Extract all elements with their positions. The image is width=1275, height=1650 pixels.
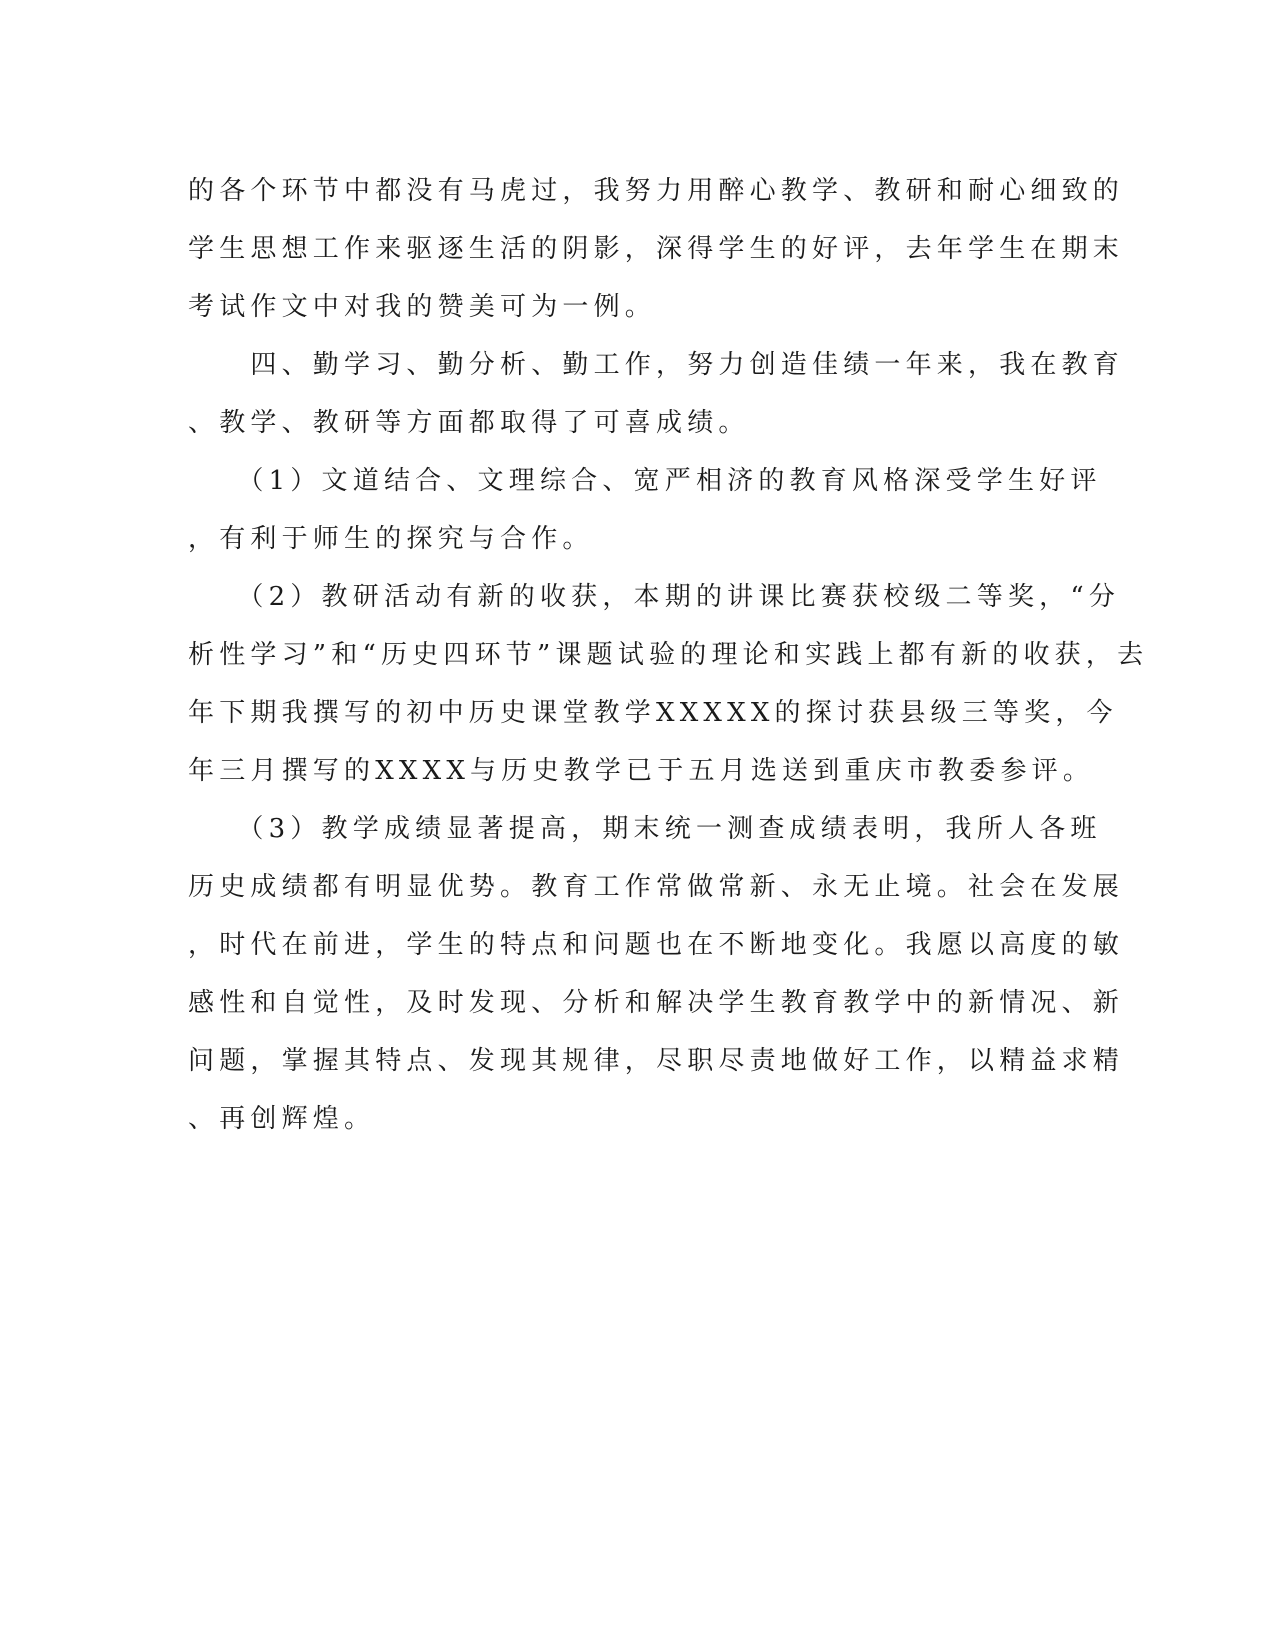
text-line: 、教学、教研等方面都取得了可喜成绩。 bbox=[188, 408, 750, 438]
text-line: 四、勤学习、勤分析、勤工作，努力创造佳绩一年来，我在教育 bbox=[188, 350, 1125, 380]
text-line: 考试作文中对我的赞美可为一例。 bbox=[188, 292, 657, 322]
text-line: 析性学习”和“历史四环节”课题试验的理论和实践上都有新的收获，去 bbox=[188, 640, 1149, 670]
text-line: 、再创辉煌。 bbox=[188, 1104, 376, 1134]
text-line: ，时代在前进，学生的特点和问题也在不断地变化。我愿以高度的敏 bbox=[188, 930, 1125, 960]
body-text bbox=[188, 162, 1149, 1148]
text-line: ，有利于师生的探究与合作。 bbox=[188, 524, 594, 554]
text-line: （2）教研活动有新的收获，本期的讲课比赛获校级二等奖，“分 bbox=[188, 582, 1121, 612]
text-line: 历史成绩都有明显优势。教育工作常做常新、永无止境。社会在发展 bbox=[188, 872, 1125, 902]
text-line: 年三月撰写的XXXX与历史教学已于五月选送到重庆市教委参评。 bbox=[188, 756, 1095, 786]
text-line: 学生思想工作来驱逐生活的阴影，深得学生的好评，去年学生在期末 bbox=[188, 234, 1125, 264]
text-line: （3）教学成绩显著提高，期末统一测查成绩表明，我所人各班 bbox=[188, 814, 1102, 844]
text-line: 的各个环节中都没有马虎过，我努力用醉心教学、教研和耐心细致的 bbox=[188, 176, 1125, 206]
text-line: 年下期我撰写的初中历史课堂教学XXXXX的探讨获县级三等奖，今 bbox=[188, 698, 1118, 728]
text-line: 感性和自觉性，及时发现、分析和解决学生教育教学中的新情况、新 bbox=[188, 988, 1125, 1018]
text-line: 问题，掌握其特点、发现其规律，尽职尽责地做好工作，以精益求精 bbox=[188, 1046, 1125, 1076]
text-line: （1）文道结合、文理综合、宽严相济的教育风格深受学生好评 bbox=[188, 466, 1102, 496]
